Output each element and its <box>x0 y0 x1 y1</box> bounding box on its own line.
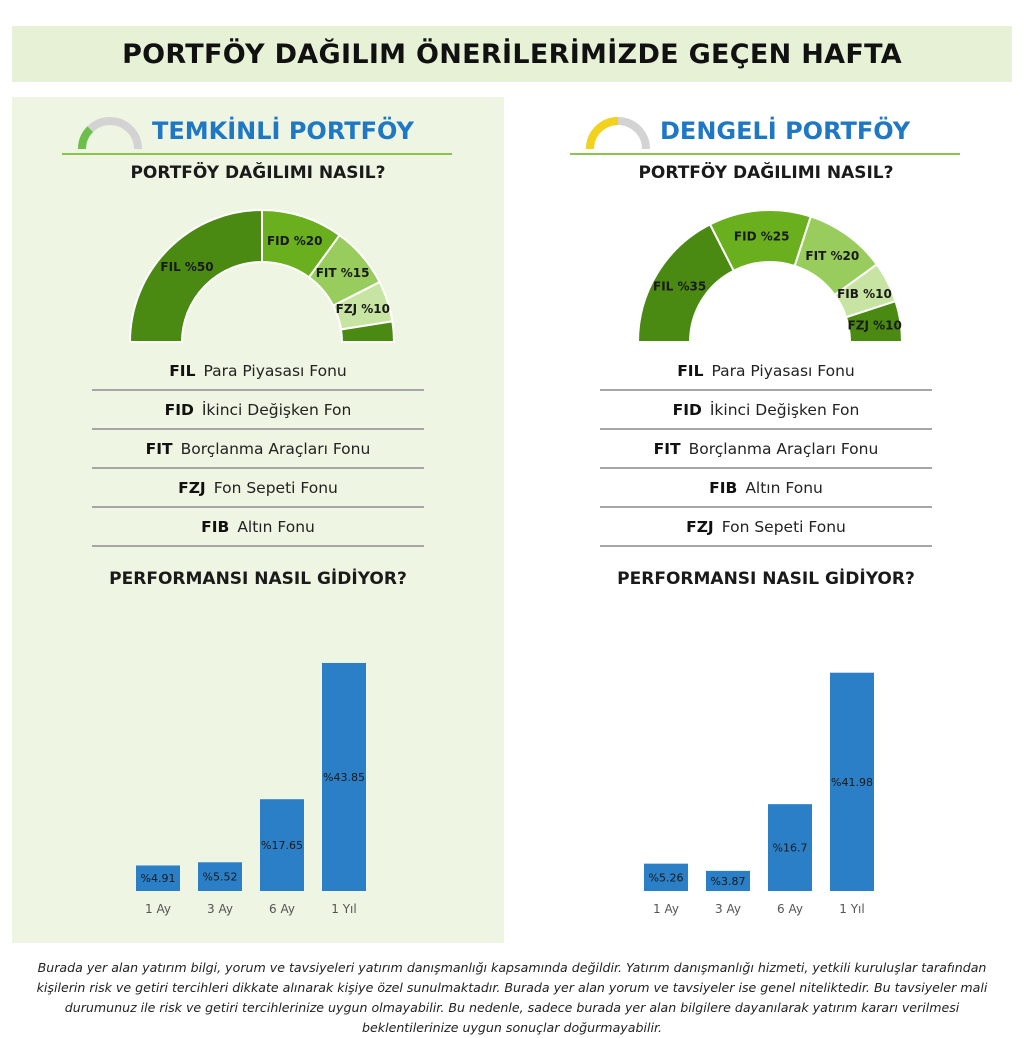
fund-name: Borçlanma Araçları Fonu <box>180 439 371 458</box>
fund-code: FIB <box>709 478 738 497</box>
fund-name: Para Piyasası Fonu <box>203 361 347 380</box>
allocation-heading: PORTFÖY DAĞILIMI NASIL? <box>130 163 386 183</box>
performance-heading: PERFORMANSI NASIL GİDİYOR? <box>617 569 915 589</box>
fund-name: Altın Fonu <box>745 478 823 497</box>
gauge-level <box>82 129 90 149</box>
fund-code: FIL <box>677 361 704 380</box>
legend-item <box>600 391 932 430</box>
slice-label: FIB %10 <box>837 286 892 301</box>
page-title: PORTFÖY DAĞILIM ÖNERİLERİMİZDE GEÇEN HAFTA <box>122 38 902 70</box>
portfolio-title: TEMKİNLİ PORTFÖY <box>152 117 414 145</box>
slice-label: FIL %35 <box>653 279 707 294</box>
slice-label: FIT %20 <box>805 249 860 264</box>
fund-code: FID <box>672 400 702 419</box>
allocation-chart <box>112 207 412 347</box>
x-tick-label: 6 Ay <box>269 902 295 916</box>
slice-label: FZJ %10 <box>335 302 390 317</box>
fund-code: FZJ <box>686 517 714 536</box>
legend-item <box>92 469 424 508</box>
performance-heading: PERFORMANSI NASIL GİDİYOR? <box>109 569 407 589</box>
fund-name: Fon Sepeti Fonu <box>721 517 846 536</box>
fund-legend <box>600 352 932 547</box>
fund-legend <box>92 352 424 547</box>
fund-code: FIB <box>201 517 230 536</box>
legend-item <box>600 508 932 547</box>
legend-item <box>92 352 424 391</box>
legend-item <box>600 469 932 508</box>
bar-value-label: %43.85 <box>323 770 365 784</box>
legend-item <box>92 508 424 547</box>
fund-name: İkinci Değişken Fon <box>709 400 860 419</box>
slice-fil <box>130 210 262 342</box>
allocation-chart <box>620 207 920 347</box>
fund-code: FIT <box>653 439 681 458</box>
x-tick-label: 1 Yıl <box>839 902 865 916</box>
portfolio-title: DENGELİ PORTFÖY <box>660 117 911 145</box>
slice-label: FZJ %10 <box>847 318 902 333</box>
x-tick-label: 1 Ay <box>145 902 171 916</box>
bar-value-label: %41.98 <box>831 775 873 789</box>
slice-label: FID %20 <box>266 234 323 249</box>
temkinli-panel <box>12 97 504 943</box>
bar-value-label: %4.91 <box>140 872 176 886</box>
slice-label: FIL %50 <box>160 260 214 275</box>
allocation-heading: PORTFÖY DAĞILIMI NASIL? <box>638 163 894 183</box>
fund-name: Altın Fonu <box>237 517 315 536</box>
fund-name: Fon Sepeti Fonu <box>213 478 338 497</box>
x-tick-label: 3 Ay <box>715 902 741 916</box>
bar-value-label: %3.87 <box>710 874 746 888</box>
dengeli-panel <box>520 97 1012 943</box>
portfolio-header <box>62 113 452 155</box>
fund-code: FIL <box>169 361 196 380</box>
gauge-level <box>590 121 618 149</box>
bar-value-label: %5.52 <box>202 870 238 884</box>
legend-item <box>600 352 932 391</box>
legend-item <box>600 430 932 469</box>
legend-item <box>92 430 424 469</box>
bar-value-label: %5.26 <box>648 871 684 885</box>
x-tick-label: 1 Ay <box>653 902 679 916</box>
performance-chart <box>620 637 920 937</box>
slice-label: FIT %15 <box>315 266 370 281</box>
x-tick-label: 3 Ay <box>207 902 233 916</box>
bar-value-label: %16.7 <box>772 841 808 855</box>
legend-item <box>92 391 424 430</box>
bar-value-label: %17.65 <box>261 839 303 853</box>
fund-name: Para Piyasası Fonu <box>711 361 855 380</box>
disclaimer-text: Burada yer alan yatırım bilgi, yorum ve tavsiyeleri yatırım danışmanlığı kapsamında değildir. Yatırım danışmanlığı hizmeti, yetkili kuruluşlar tarafından kişilerin risk ve getiri tercihleri dikkate alınarak kişiye özel sunulmaktadır. Burada yer alan yorum ve tavsiyeler ise genel niteliktedir. Bu tavsiyeler mali durumunuz ile risk ve getiri tercihlerinize uygun olmayabilir. Bu nedenle, sadece burada yer alan bilgilere dayanılarak yatırım kararı verilmesi beklentilerinize uygun sonuçlar doğurmayabilir. <box>36 960 988 1035</box>
risk-gauge-icon <box>580 115 656 151</box>
fund-name: İkinci Değişken Fon <box>201 400 352 419</box>
risk-gauge-icon <box>72 115 148 151</box>
fund-code: FID <box>164 400 194 419</box>
fund-code: FIT <box>145 439 173 458</box>
header-banner <box>12 26 1012 82</box>
slice-label: FID %25 <box>733 229 790 244</box>
portfolio-header <box>570 113 960 155</box>
x-tick-label: 1 Yıl <box>331 902 357 916</box>
fund-code: FZJ <box>178 478 206 497</box>
performance-chart <box>112 637 412 937</box>
fund-name: Borçlanma Araçları Fonu <box>688 439 879 458</box>
x-tick-label: 6 Ay <box>777 902 803 916</box>
